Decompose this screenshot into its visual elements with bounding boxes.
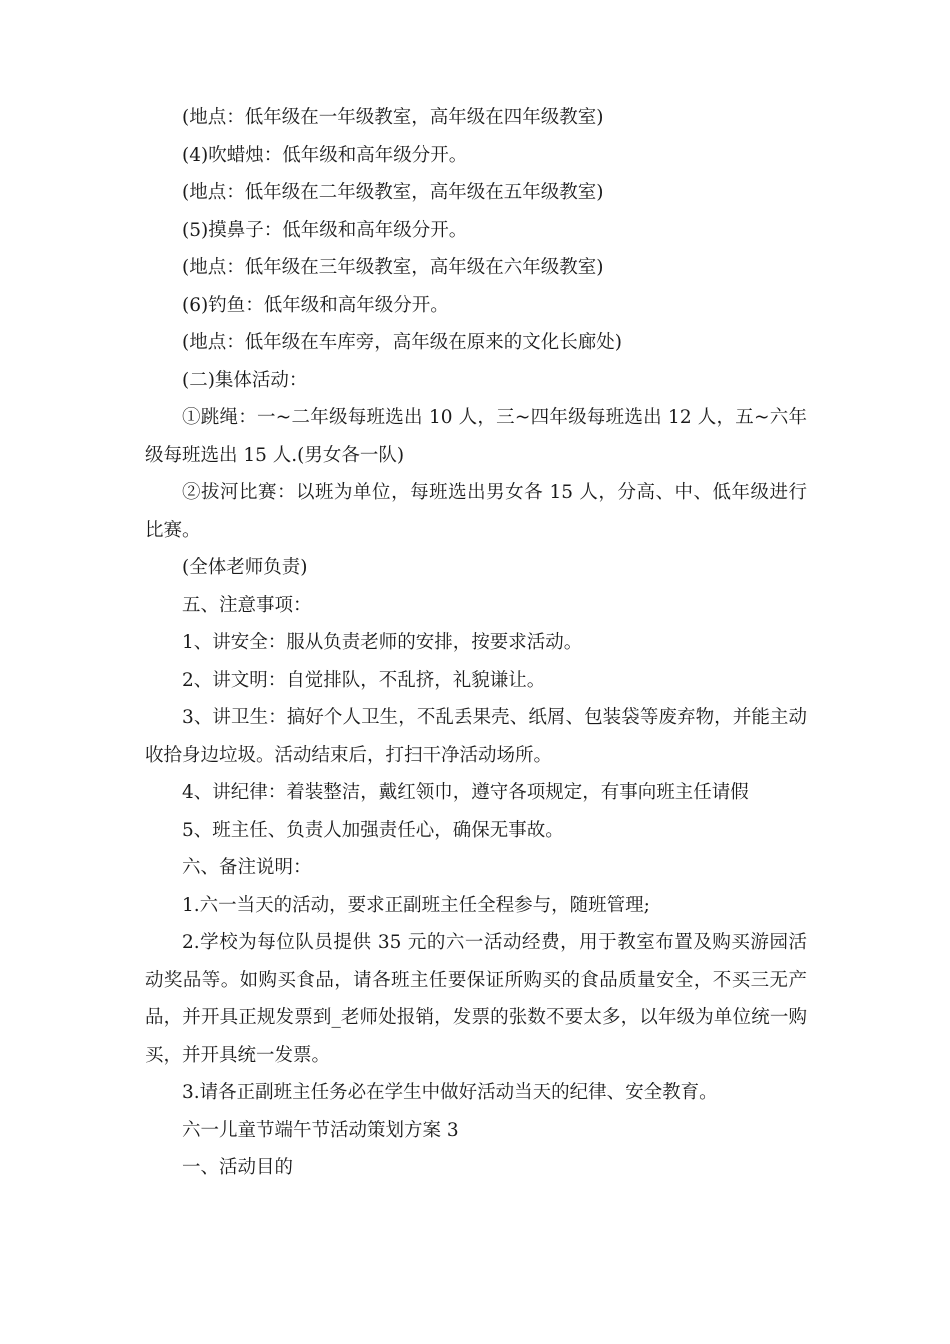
paragraph-location-3: (地点：低年级在三年级教室，高年级在六年级教室) [182, 257, 604, 278]
paragraph-blow-candles: (4)吹蜡烛：低年级和高年级分开。 [182, 144, 468, 166]
paragraph-civility: 2、讲文明：自觉排队，不乱挤，礼貌谦让。 [182, 669, 546, 691]
paragraph-remark-1: 1.六一当天的活动，要求正副班主任全程参与，随班管理; [182, 894, 650, 916]
paragraph-responsibility: 5、班主任、负责人加强责任心，确保无事故。 [182, 819, 564, 841]
paragraph-location-2: (地点：低年级在二年级教室，高年级在五年级教室) [182, 182, 604, 203]
section-title-plan-3: 六一儿童节端午节活动策划方案 3 [182, 1119, 459, 1141]
heading-remarks: 六、备注说明： [182, 857, 312, 878]
paragraph-tug-of-war: ②拔河比赛：以班为单位，每班选出男女各 15 人，分高、中、低年级进行比赛。 [145, 482, 807, 541]
paragraph-location-1: (地点：低年级在一年级教室，高年级在四年级教室) [182, 107, 604, 128]
paragraph-touch-nose: (5)摸鼻子：低年级和高年级分开。 [182, 219, 468, 241]
heading-group-activities: (二)集体活动： [182, 369, 308, 391]
paragraph-remark-3: 3.请各正副班主任务必在学生中做好活动当天的纪律、安全教育。 [182, 1082, 718, 1103]
document-body [145, 99, 807, 1187]
paragraph-hygiene: 3、讲卫生：搞好个人卫生，不乱丢果壳、纸屑、包装袋等废弃物，并能主动收拾身边垃圾。活动结束后，打扫干净活动场所。 [145, 707, 807, 766]
heading-activity-purpose: 一、活动目的 [182, 1157, 294, 1178]
heading-notes: 五、注意事项： [182, 594, 312, 616]
paragraph-teachers-responsible: (全体老师负责) [182, 557, 308, 578]
paragraph-remark-2: 2.学校为每位队员提供 35 元的六一活动经费，用于教室布置及购买游园活动奖品等。如购买食品，请各班主任要保证所购买的食品质量安全，不买三无产品，并开具正规发票到_老师处报销，发票的张数不要太多，以年级为单位统一购买，并开具统一发票。 [145, 932, 807, 1066]
paragraph-location-4: (地点：低年级在车库旁，高年级在原来的文化长廊处) [182, 332, 622, 353]
paragraph-fishing: (6)钓鱼：低年级和高年级分开。 [182, 294, 449, 316]
paragraph-discipline: 4、讲纪律：着装整洁，戴红领巾，遵守各项规定，有事向班主任请假 [182, 782, 749, 803]
paragraph-safety: 1、讲安全：服从负责老师的安排，按要求活动。 [182, 632, 583, 653]
paragraph-rope-skipping: ①跳绳：一~二年级每班选出 10 人，三~四年级每班选出 12 人，五~六年级每班选出 15 人.(男女各一队) [145, 407, 807, 466]
